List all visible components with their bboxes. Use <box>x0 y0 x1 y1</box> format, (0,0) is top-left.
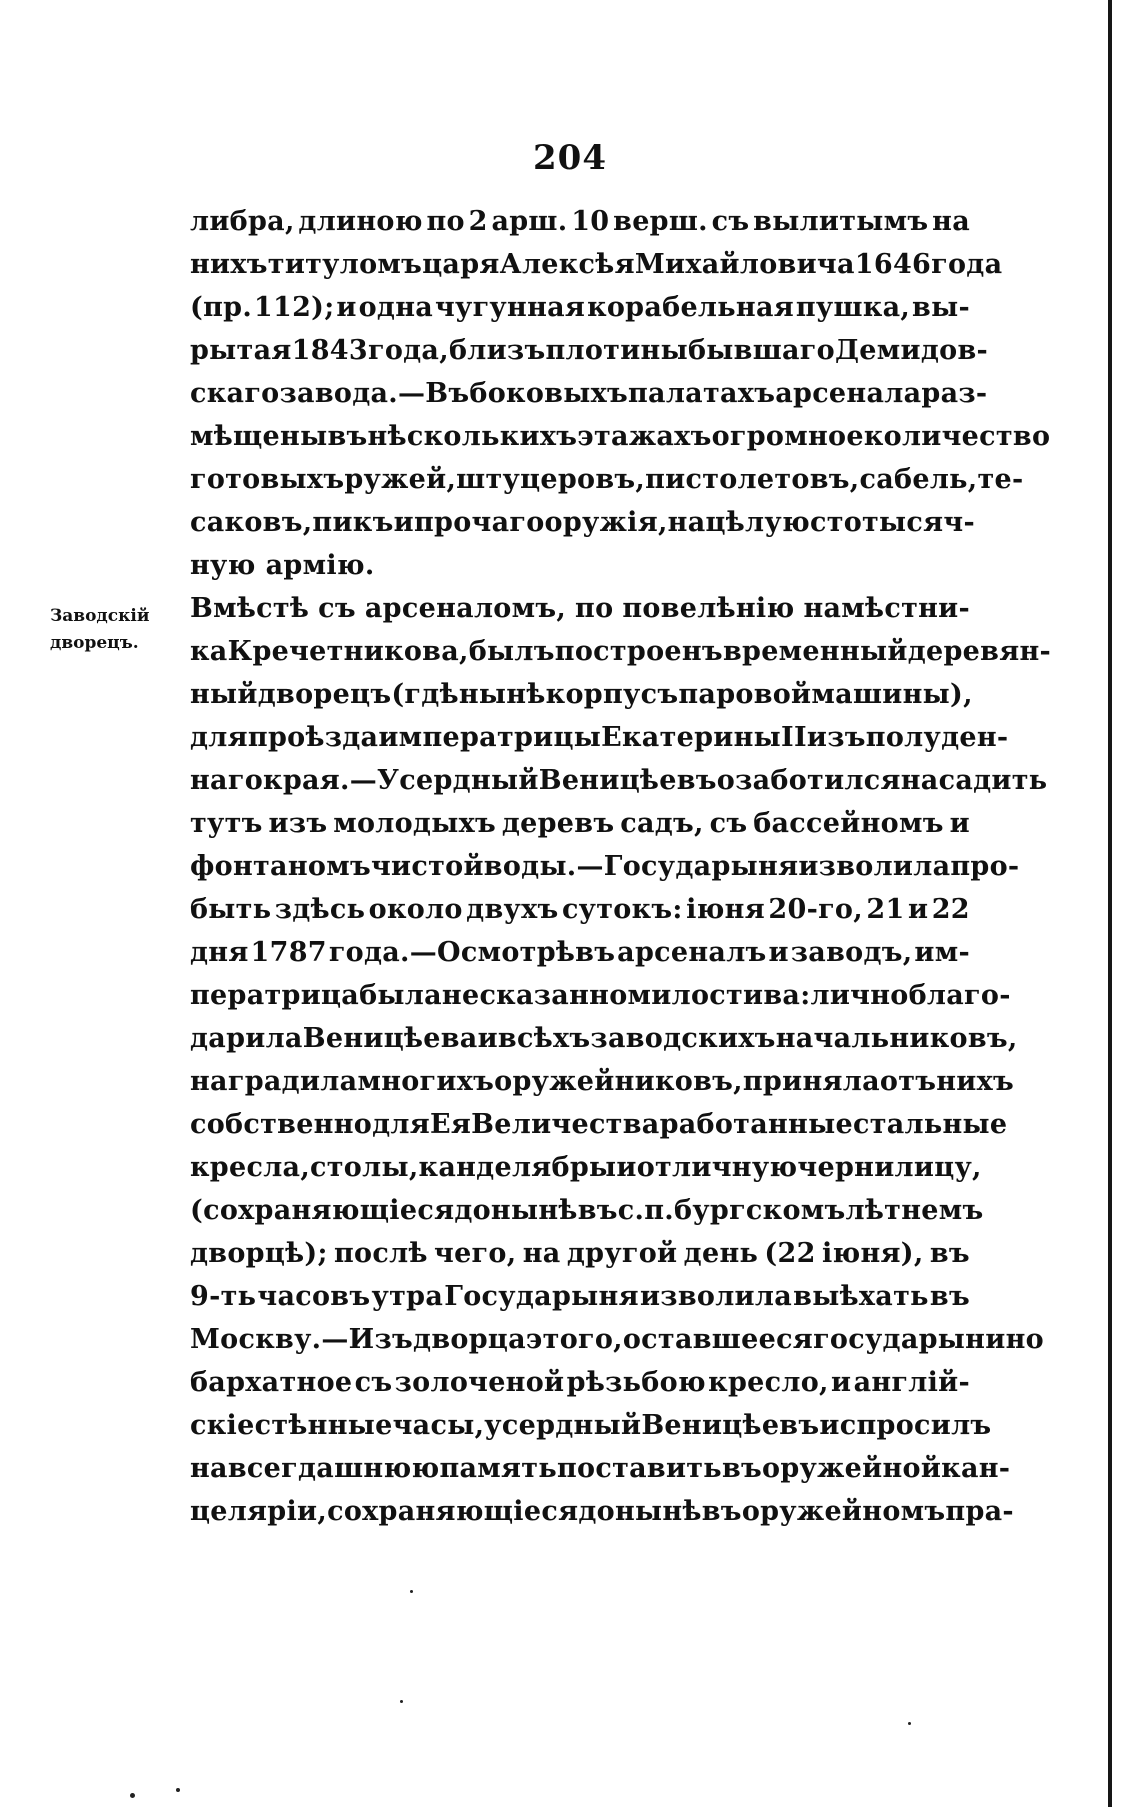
word: испросилъ <box>819 1410 992 1441</box>
word: воды.—Государыня <box>483 851 799 882</box>
body-text <box>190 200 1052 1533</box>
word: оружейномъ <box>741 1496 946 1527</box>
marginal-note <box>50 603 180 657</box>
word: арш. <box>491 206 568 237</box>
word: государынино <box>813 1324 1044 1355</box>
word: изволила <box>798 851 951 882</box>
word: заводъ, <box>790 937 913 968</box>
word: для <box>372 1109 430 1140</box>
word: нихъ <box>190 249 268 280</box>
word: начальниковъ, <box>775 1023 1018 1054</box>
word: года.—Осмотрѣвъ <box>328 937 616 968</box>
word: англій- <box>853 1367 970 1398</box>
word: столы, <box>310 1152 419 1183</box>
word: 9-ть <box>190 1281 257 1312</box>
text-line <box>190 1275 970 1318</box>
word: поставить <box>556 1453 722 1484</box>
text-line <box>190 415 1051 458</box>
word: въ <box>327 421 368 452</box>
word: 1646 <box>854 249 932 280</box>
word: длиною <box>298 206 423 237</box>
text-line <box>190 1060 1015 1103</box>
word: около <box>368 894 463 925</box>
word: и <box>336 292 357 323</box>
word: плотины <box>545 335 688 366</box>
word: проѣзда <box>247 722 379 753</box>
word: паровой <box>678 679 812 710</box>
word: золоченой <box>394 1367 565 1398</box>
word: пикъ <box>312 507 394 538</box>
word: другой <box>566 1238 678 1269</box>
word: всегдашнюю <box>227 1453 440 1484</box>
word: всѣхъ <box>497 1023 591 1054</box>
word: многихъ <box>357 1066 495 1097</box>
text-line <box>190 286 970 329</box>
word: дарила <box>190 1023 303 1054</box>
word: часовъ <box>257 1281 371 1312</box>
word: Веницѣева <box>302 1023 478 1054</box>
word: Ея <box>430 1109 472 1140</box>
text-line <box>190 501 975 544</box>
text-line <box>190 845 1020 888</box>
word: молодыхъ <box>333 808 496 839</box>
word: быть <box>190 894 272 925</box>
word: память <box>439 1453 557 1484</box>
word: ка <box>190 636 228 667</box>
word: 10 <box>571 206 610 237</box>
word: 112); <box>253 292 335 323</box>
text-line <box>190 1404 992 1447</box>
word: края.—Усердный <box>263 765 539 796</box>
word: нихъ <box>936 1066 1015 1097</box>
word: (пр. <box>190 292 253 323</box>
page-edge-border <box>1108 0 1112 1807</box>
word: прочаго <box>413 507 545 538</box>
text-line <box>190 458 1024 501</box>
word: Москву.—Изъ <box>190 1324 414 1355</box>
word: по <box>575 593 614 624</box>
word: им- <box>914 937 970 968</box>
word: 1787 <box>250 937 327 968</box>
text-line <box>190 888 970 931</box>
print-speck <box>176 1788 180 1792</box>
word: Веницѣевъ <box>538 765 717 796</box>
word: день <box>683 1238 759 1269</box>
word: съ <box>711 206 750 237</box>
text-line <box>190 372 988 415</box>
word: Вмѣстѣ <box>190 593 310 624</box>
word: и <box>830 1367 852 1398</box>
word: Алексѣя <box>499 249 635 280</box>
word: насадить <box>900 765 1048 796</box>
text-line <box>190 1146 982 1189</box>
text-line <box>190 759 1048 802</box>
word: рѣзьбою <box>566 1367 706 1398</box>
word: собственно <box>190 1109 373 1140</box>
print-speck <box>400 1700 403 1703</box>
word: отличную <box>636 1152 798 1183</box>
text-line <box>190 630 1052 673</box>
word: машины), <box>811 679 973 710</box>
word: сабель, <box>859 464 978 495</box>
word: въ <box>701 1496 742 1527</box>
word: (сохраняющіеся <box>190 1195 455 1226</box>
word: года <box>931 249 1003 280</box>
word: кресло, <box>708 1367 829 1398</box>
word: канделябры <box>418 1152 617 1183</box>
word: нѣсколькихъ <box>367 421 578 452</box>
word: сохраняющіеся <box>327 1496 579 1527</box>
word: милостива: <box>627 980 811 1011</box>
word: на <box>932 206 970 237</box>
word: арсеналъ <box>617 937 767 968</box>
word: титуломъ <box>267 249 423 280</box>
text-line <box>190 544 970 587</box>
word: дворцѣ); <box>190 1238 328 1269</box>
text-line <box>190 1103 1008 1146</box>
word: лично <box>810 980 909 1011</box>
word: была <box>359 980 442 1011</box>
text-line <box>190 974 1011 1017</box>
word: п. <box>644 1195 675 1226</box>
word: и <box>949 808 970 839</box>
text-line <box>190 1447 1011 1490</box>
word: дня <box>190 937 249 968</box>
word: чистой <box>370 851 484 882</box>
word: одна <box>358 292 434 323</box>
word: озаботился <box>716 765 901 796</box>
marginal-note-line: Заводскій <box>50 606 150 626</box>
word: корабельная <box>587 292 794 323</box>
word: по <box>426 206 465 237</box>
word: и <box>616 1152 637 1183</box>
word: 1843 <box>291 335 368 366</box>
word: ную <box>190 550 256 581</box>
word: работанные <box>659 1109 853 1140</box>
word: пистолетовъ, <box>645 464 860 495</box>
word: арсенала <box>775 378 922 409</box>
word: на <box>522 1238 561 1269</box>
word: и <box>393 507 414 538</box>
word: іюня <box>686 894 765 925</box>
word: ружей, <box>344 464 457 495</box>
word: двухъ <box>466 894 559 925</box>
word: II <box>781 722 807 753</box>
word: и <box>477 1023 498 1054</box>
word: и <box>907 894 929 925</box>
word: съ <box>318 593 356 624</box>
word: нынѣ <box>458 679 546 710</box>
word: полуден- <box>865 722 1009 753</box>
text-line <box>190 329 989 372</box>
word: царя <box>422 249 500 280</box>
word: оружейной <box>762 1453 942 1484</box>
word: 21 <box>866 894 905 925</box>
word: лѣтнемъ <box>845 1195 984 1226</box>
word: стальные <box>852 1109 1008 1140</box>
text-line <box>190 1189 984 1232</box>
word: целяріи, <box>190 1496 328 1527</box>
word: несказанно <box>441 980 628 1011</box>
word: намѣстни- <box>803 593 970 624</box>
word: іюня), <box>821 1238 924 1269</box>
word: (22 <box>764 1238 816 1269</box>
word: наго <box>190 765 264 796</box>
word: утра <box>371 1281 444 1312</box>
word: оружія, <box>544 507 668 538</box>
text-line <box>190 1490 1014 1533</box>
word: (гдѣ <box>391 679 459 710</box>
word: наградила <box>190 1066 358 1097</box>
word: раз- <box>921 378 988 409</box>
word: въ <box>929 1238 970 1269</box>
word: часы, <box>392 1410 485 1441</box>
word: усердный <box>484 1410 642 1441</box>
word: чугунная <box>434 292 586 323</box>
word: на <box>190 1453 228 1484</box>
word: фонтаномъ <box>190 851 371 882</box>
word: дворецъ <box>257 679 392 710</box>
word: донынѣ <box>578 1496 702 1527</box>
word: заводскихъ <box>590 1023 776 1054</box>
word: про- <box>950 851 1020 882</box>
word: 22 <box>931 894 970 925</box>
word: бывшаго <box>687 335 835 366</box>
text-line <box>190 931 970 974</box>
marginal-note-line: дворецъ. <box>50 633 139 653</box>
word: года, <box>367 335 449 366</box>
word: здѣсь <box>274 894 366 925</box>
word: рытая <box>190 335 292 366</box>
word: оружейниковъ, <box>494 1066 743 1097</box>
word: съ <box>354 1367 393 1398</box>
word: с. <box>617 1195 645 1226</box>
word: этого, <box>525 1324 623 1355</box>
word: Величества <box>471 1109 660 1140</box>
word: Екатерины <box>601 722 782 753</box>
word: для <box>190 722 248 753</box>
word: деревян- <box>907 636 1052 667</box>
word: Веницѣевъ <box>641 1410 820 1441</box>
word: завода.—Въ <box>279 378 470 409</box>
word: кан- <box>941 1453 1011 1484</box>
word: съ <box>709 808 748 839</box>
word: бассейномъ <box>753 808 944 839</box>
word: императрицы <box>378 722 602 753</box>
word: изволила <box>639 1281 793 1312</box>
word: въ <box>577 1195 618 1226</box>
word: мѣщены <box>190 421 328 452</box>
word: на <box>667 507 706 538</box>
word: готовыхъ <box>190 464 345 495</box>
word: временный <box>722 636 908 667</box>
text-line <box>190 673 973 716</box>
word: ператрица <box>190 980 360 1011</box>
word: штуцеровъ, <box>456 464 646 495</box>
text-line <box>190 243 1003 286</box>
word: стѣнные <box>254 1410 393 1441</box>
word: чего, <box>434 1238 517 1269</box>
word: огромное <box>711 421 864 452</box>
word: и <box>768 937 789 968</box>
word: близъ <box>448 335 546 366</box>
print-speck <box>908 1722 911 1725</box>
text-line <box>190 716 1009 759</box>
word: изъ <box>806 722 866 753</box>
word: построенъ <box>554 636 723 667</box>
word: верш. <box>613 206 708 237</box>
text-line <box>190 802 970 845</box>
text-line <box>190 1017 1018 1060</box>
word: отъ <box>879 1066 937 1097</box>
word: пушка, <box>795 292 911 323</box>
word: этажахъ <box>577 421 712 452</box>
word: деревъ <box>501 808 615 839</box>
text-line <box>190 200 970 243</box>
word: бургскомъ <box>674 1195 846 1226</box>
text-line <box>190 1232 970 1275</box>
word: послѣ <box>334 1238 428 1269</box>
word: благо- <box>908 980 1011 1011</box>
word: въ <box>929 1281 970 1312</box>
word: пра- <box>945 1496 1014 1527</box>
page-number: 204 <box>533 138 607 178</box>
print-speck <box>130 1793 135 1798</box>
word: скаго <box>190 378 280 409</box>
word: стотысяч- <box>809 507 975 538</box>
word: саковъ, <box>190 507 313 538</box>
word: армію. <box>265 550 375 581</box>
word: ный <box>190 679 258 710</box>
word: вы- <box>912 292 970 323</box>
word: былъ <box>468 636 555 667</box>
word: боковыхъ <box>469 378 628 409</box>
word: Михайловича <box>634 249 855 280</box>
word: изъ <box>268 808 328 839</box>
word: дворца <box>413 1324 526 1355</box>
word: повелѣнію <box>622 593 795 624</box>
word: либра, <box>190 206 295 237</box>
print-speck <box>410 1590 413 1593</box>
word: приняла <box>742 1066 880 1097</box>
word: цѣлую <box>705 507 810 538</box>
word: вылитымъ <box>753 206 929 237</box>
text-line <box>190 1361 970 1404</box>
text-line <box>190 1318 1044 1361</box>
word: кресла, <box>190 1152 311 1183</box>
word: арсеналомъ, <box>364 593 567 624</box>
word: оставшееся <box>622 1324 814 1355</box>
word: Государыня <box>444 1281 639 1312</box>
word: выѣхать <box>793 1281 929 1312</box>
word: 20-го, <box>768 894 863 925</box>
word: корпусъ <box>545 679 679 710</box>
text-line <box>190 587 970 630</box>
word: палатахъ <box>627 378 776 409</box>
word: Кречетникова, <box>227 636 469 667</box>
word: скіе <box>190 1410 255 1441</box>
word: донынѣ <box>454 1195 578 1226</box>
word: бархатное <box>190 1367 353 1398</box>
word: въ <box>721 1453 763 1484</box>
word: садъ, <box>620 808 704 839</box>
word: тутъ <box>190 808 263 839</box>
word: сутокъ: <box>561 894 683 925</box>
word: 2 <box>468 206 488 237</box>
word: чернилицу, <box>797 1152 982 1183</box>
word: количество <box>863 421 1051 452</box>
word: Демидов- <box>834 335 989 366</box>
word: те- <box>977 464 1024 495</box>
